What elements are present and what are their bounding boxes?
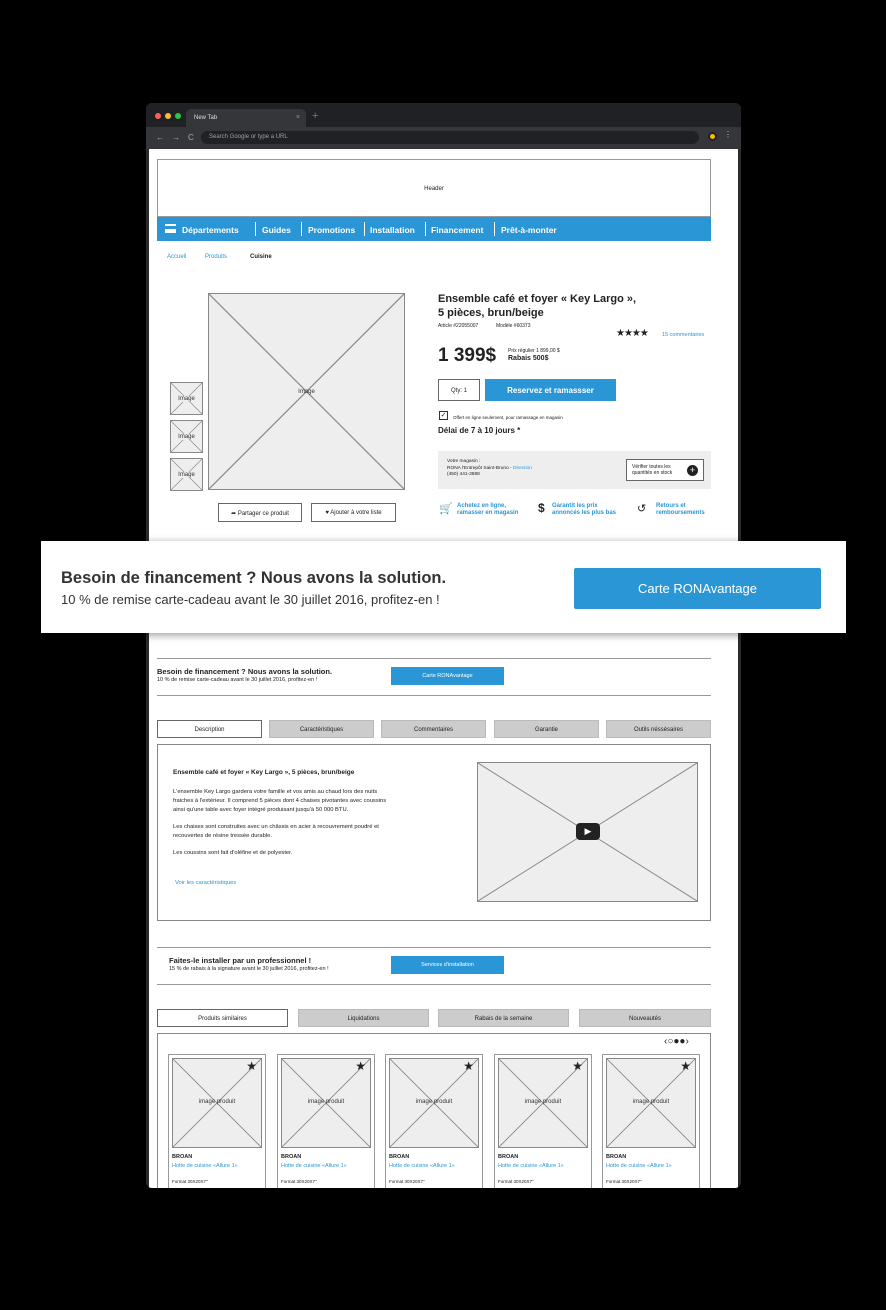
tab-new-arrivals[interactable]: Nouveautés xyxy=(579,1009,711,1027)
description-panel: Ensemble café et foyer « Key Largo », 5 pièces, brun/beige L'ensemble Key Largo gardera votre famille et vos amis au chaud lors des nuits fraiches à l'extérieur. Il comprend 5 pièces dont 4 chaises pivotantes avec coussins ainsi qu'une table avec foyer intégré produisant jusqu'à 50 000 BTU. Les chaises sont construites avec un châssis en acier à recouvrement poudré et recouvertes de résine tressée durable. Les coussins sont fait d'oléfine et de polyester. Voir les caractéristiques ▶ xyxy=(157,744,711,921)
product-thumb-1[interactable]: Image xyxy=(170,382,203,415)
product-card-image: image produit ★ xyxy=(606,1058,696,1148)
product-card[interactable]: image produit ★ BROAN Hotte de cuisine «Allure 1» Format 30X20X7" xyxy=(385,1054,483,1188)
tab-similar-products[interactable]: Produits similaires xyxy=(157,1009,288,1027)
history-icon: ↺ xyxy=(637,503,647,515)
minimize-window-button[interactable] xyxy=(165,113,171,119)
product-card-image: image produit ★ xyxy=(281,1058,371,1148)
delivery-delay: Délai de 7 à 10 jours * xyxy=(438,426,521,435)
tab-clearance[interactable]: Liquidations xyxy=(298,1009,429,1027)
reviews-link[interactable]: 15 commentaires xyxy=(662,332,705,338)
regular-price: Prix régulier 1 899,00 $ xyxy=(508,348,560,354)
share-button[interactable]: ➦ Partager ce produit xyxy=(218,503,302,522)
browser-menu-icon[interactable]: ⋮ xyxy=(724,130,732,139)
see-characteristics-link[interactable]: Voir les caractéristiques xyxy=(175,880,237,886)
article-number: Article #22055007 xyxy=(438,323,479,329)
tab-title: New Tab xyxy=(194,115,218,121)
install-title: Faites-le installer par un professionnel ! xyxy=(169,956,312,965)
main-nav xyxy=(157,217,711,241)
favorite-star-icon[interactable]: ★ xyxy=(463,1059,474,1073)
breadcrumb-products[interactable]: Produits xyxy=(205,254,228,260)
tab-characteristics[interactable]: Caractéristiques xyxy=(269,720,374,738)
nav-item-guides[interactable]: Guides xyxy=(262,225,291,235)
store-phone: (450) 441-3888 xyxy=(447,472,480,477)
address-bar-row xyxy=(146,127,741,149)
product-card[interactable]: image produit ★ BROAN Hotte de cuisine «Allure 1» Format 30X20X7" xyxy=(494,1054,592,1188)
online-note: Offert en ligne seulement, pour ramassage en magasin xyxy=(453,415,563,420)
dollar-icon: $ xyxy=(538,501,545,515)
store-name: RONA l'Entrepôt Saint-Bruno - xyxy=(447,465,512,471)
product-card[interactable]: image produit ★ BROAN Hotte de cuisine «Allure 1» Format 30X20X7" xyxy=(168,1054,266,1188)
star-rating: ★★★★ xyxy=(616,328,648,339)
forward-icon[interactable]: → xyxy=(172,133,180,142)
product-card-image: image produit ★ xyxy=(498,1058,588,1148)
reload-icon[interactable]: C xyxy=(188,133,194,142)
product-thumb-3[interactable]: Image xyxy=(170,458,203,491)
finance-subtitle: 10 % de remise carte-cadeau avant le 30 juillet 2016, profitez-en ! xyxy=(157,677,318,683)
tab-weekly-deals[interactable]: Rabais de la semaine xyxy=(438,1009,569,1027)
tab-description[interactable]: Description xyxy=(157,720,262,738)
nav-item-promotions[interactable]: Promotions xyxy=(308,225,356,235)
store-direction-link[interactable]: Direction xyxy=(512,465,532,471)
cart-icon: 🛒 xyxy=(439,503,453,515)
image-label: Image xyxy=(298,389,315,395)
finance-title: Besoin de financement ? Nous avons la solution. xyxy=(157,667,333,676)
product-card-image: image produit ★ xyxy=(389,1058,479,1148)
web-page: Header Départements Guides Promotions Installation Financement Prêt-à-monter Accueil Produits Cuisine Image Image Image Image ➦ Partager ce produit ♥ Ajouter à votre liste Ensemble café et foyer « Key Largo », 5 pièces, brun/beige Article #22055007 Modèle #60373 ★★★★ 15 commentaires 1 399$ Prix régulier 1 899,00 $ Rabais 500$ Qty: 1 Reservez et ramassser ✓ Offert en ligne seulement, pour ramassage en magasin Délai de 7 à 10 jours * Votre magasin : RONA l'Entrepôt Saint-Bruno - Direction (450) 441-3888 Vérifier toutes les quantités en stock + 🛒 Achetez en ligne, ramasser en magasin $ Garantit les prix annoncés les plus bas ↺ Retours et remboursements Besoin de financement ? Nous avons la solution. 10 % de remise carte-cadeau avant le 30 juillet 2016, profitez-en ! Carte RONAvantage Description Caractéristiques Commentaires Garantie Outils néssésaires Ensemble café et foyer « Key Largo », 5 pièces, brun/beige L'ensemble Key Largo gardera votre famille et vos amis au chaud lors des nuits fraiches à l'extérieur. Il comprend 5 pièces dont 4 chaises pivotantes avec coussins ainsi qu'une table avec foyer intégré produisant jusqu'à 50 000 BTU. Les chaises sont construites avec un châssis en acier à recouvrement poudré et recouvertes de résine tressée durable. Les coussins sont fait d'oléfine et de polyester. Voir les caractéristiques ▶ Faites-le installer par un professionnel ! 15 % de rabais à la signature avant le 30 juillet 2016, profitez-en ! Services d'installation Produits similaires Liquidations Rabais de la semaine Nouveautés ‹○●●› image produit ★ BROAN Hotte de cuisine «Allure 1» Format 30X20X7" image produit ★ BROAN Hotte de cuisine «Allure 1» Format 30X20X7" image produit ★ BROAN Hotte de cuisine «Allure 1» Format 30X20X7" image produit ★ BROAN Hotte de cuisine «Allure 1» Format 30X20X7" image produit ★ BROAN Hotte de cuisine «Allure 1» Format 30X20X7" xyxy=(149,149,738,1188)
close-window-button[interactable] xyxy=(155,113,161,119)
overlay-subtitle: 10 % de remise carte-cadeau avant le 30 juillet 2016, profitez-en ! xyxy=(61,592,440,607)
tab-tools[interactable]: Outils néssésaires xyxy=(606,720,711,738)
rona-card-button-small[interactable]: Carte RONAvantage xyxy=(391,667,504,685)
profile-avatar[interactable] xyxy=(708,132,717,141)
plus-circle-icon: + xyxy=(687,465,698,476)
discount: Rabais 500$ xyxy=(508,355,549,362)
tab-comments[interactable]: Commentaires xyxy=(381,720,486,738)
back-icon[interactable]: ← xyxy=(156,133,164,142)
nav-item-pret-a-monter[interactable]: Prêt-à-monter xyxy=(501,225,557,235)
description-title: Ensemble café et foyer « Key Largo », 5 pièces, brun/beige xyxy=(173,769,355,776)
maximize-window-button[interactable] xyxy=(175,113,181,119)
quantity-select[interactable]: Qty: 1 xyxy=(438,379,480,401)
breadcrumb-current: Cuisine xyxy=(250,254,272,260)
financing-banner-zoom xyxy=(41,541,846,633)
product-title-line2: 5 pièces, brun/beige xyxy=(438,307,544,319)
check-stock-button[interactable]: Vérifier toutes les quantités en stock + xyxy=(626,459,704,481)
product-main-image[interactable] xyxy=(208,293,405,490)
play-icon[interactable]: ▶ xyxy=(576,823,600,840)
heart-icon: ♥ xyxy=(325,510,331,516)
favorite-star-icon[interactable]: ★ xyxy=(355,1059,366,1073)
hamburger-icon[interactable] xyxy=(165,224,176,233)
browser-tab[interactable] xyxy=(186,109,306,127)
online-checkbox[interactable]: ✓ xyxy=(440,412,447,419)
address-input[interactable]: Search Google or type a URL xyxy=(201,131,699,144)
add-to-list-button[interactable]: ♥ Ajouter à votre liste xyxy=(311,503,396,522)
reserve-button[interactable]: Reservez et ramassser xyxy=(485,379,616,401)
product-thumb-2[interactable]: Image xyxy=(170,420,203,453)
tab-warranty[interactable]: Garantie xyxy=(494,720,599,738)
share-icon: ➦ xyxy=(231,511,238,517)
product-title-line1: Ensemble café et foyer « Key Largo », xyxy=(438,293,637,305)
product-video[interactable] xyxy=(477,762,698,902)
tab-close-icon[interactable]: × xyxy=(295,114,300,121)
browser-window xyxy=(146,103,741,1188)
product-card-image: image produit ★ xyxy=(172,1058,262,1148)
product-card[interactable]: image produit ★ BROAN Hotte de cuisine «Allure 1» Format 30X20X7" xyxy=(602,1054,700,1188)
tab-bar xyxy=(146,103,741,127)
install-services-button[interactable]: Services d'installation xyxy=(391,956,504,974)
favorite-star-icon[interactable]: ★ xyxy=(680,1059,691,1073)
overlay-title: Besoin de financement ? Nous avons la solution. xyxy=(61,569,447,587)
site-header: Header xyxy=(157,159,711,217)
carousel-controls[interactable]: ‹○●●› xyxy=(664,1036,689,1047)
rona-card-button[interactable]: Carte RONAvantage xyxy=(574,568,821,609)
breadcrumb-home[interactable]: Accueil xyxy=(167,254,187,260)
store-box: Votre magasin : RONA l'Entrepôt Saint-Bruno - Direction (450) 441-3888 Vérifier toutes les quantités en stock + xyxy=(438,451,711,489)
products-carousel xyxy=(157,1033,711,1188)
nav-item-installation[interactable]: Installation xyxy=(370,225,415,235)
favorite-star-icon[interactable]: ★ xyxy=(246,1059,257,1073)
new-tab-button[interactable]: + xyxy=(312,110,319,122)
model-number: Modèle #60373 xyxy=(496,323,531,329)
nav-departments[interactable]: Départements xyxy=(182,225,239,235)
product-card[interactable]: image produit ★ BROAN Hotte de cuisine «Allure 1» Format 30X20X7" xyxy=(277,1054,375,1188)
install-subtitle: 15 % de rabais à la signature avant le 30 juillet 2016, profitez-en ! xyxy=(169,966,329,972)
price: 1 399$ xyxy=(438,345,497,366)
favorite-star-icon[interactable]: ★ xyxy=(572,1059,583,1073)
nav-item-financement[interactable]: Financement xyxy=(431,225,484,235)
